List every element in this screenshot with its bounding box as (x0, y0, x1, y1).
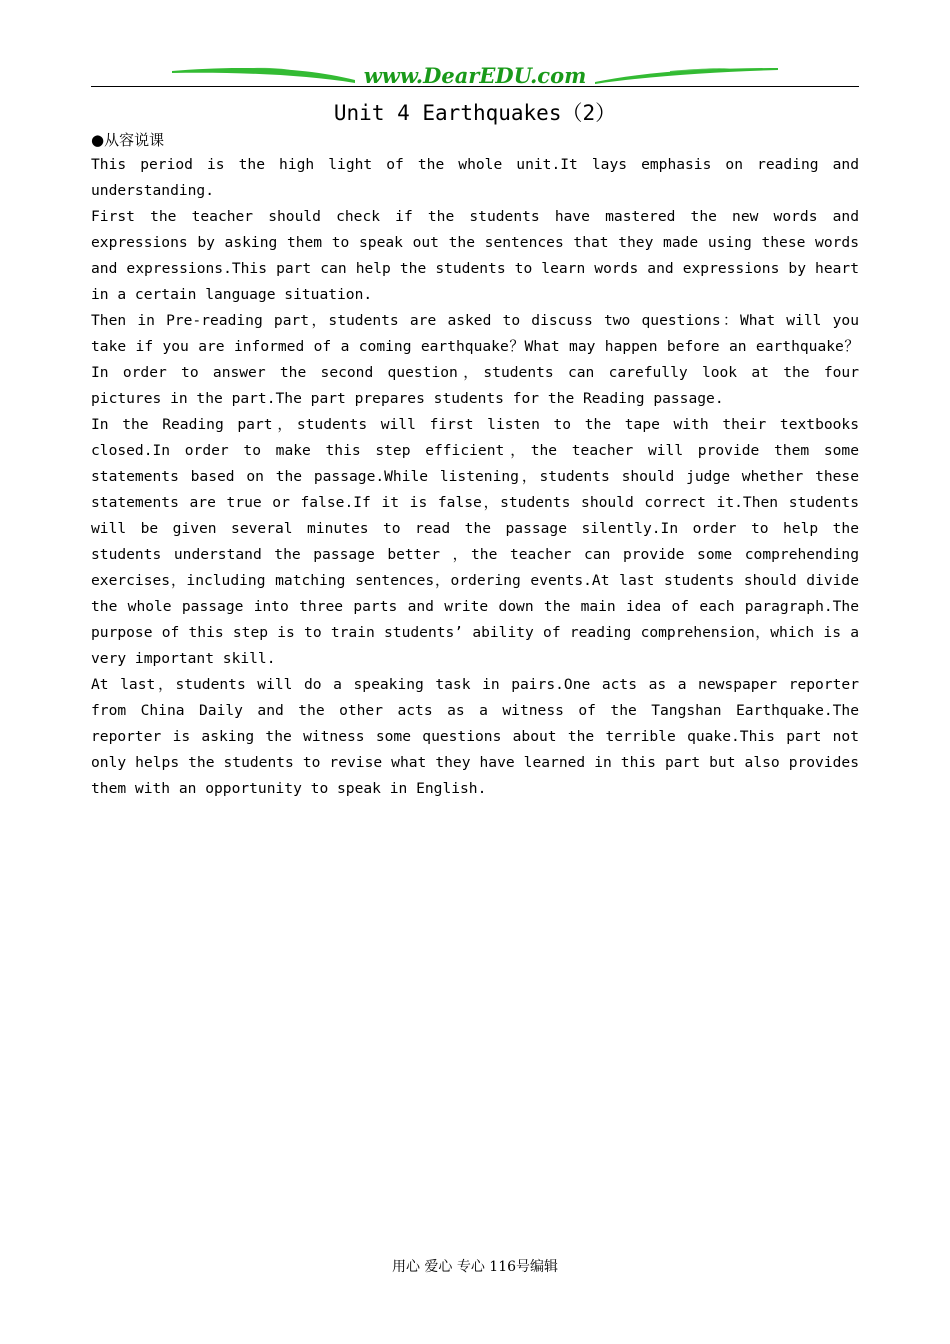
paragraph-2: First the teacher should check if the students have mastered the new words and expressions by asking them to speak out the sentences that they made using these words and expressions.This part can help the students to learn words and expressions by heart in a certain language situation. (91, 208, 859, 303)
paragraph-4: In the Reading part，students will first listen to the tape with their textbooks closed.In order to make this step efficient，the teacher will provide them some statements based on the passage.While listening，students should judge whether these statements are true or false.If it is false，students should correct it.Then students will be given several minutes to read the passage silently.In order to help the students understand the passage better ，the teacher can provide some comprehending exercises，including matching sentences，ordering events.At last students should divide the whole passage into three parts and write down the main idea of each paragraph.The purpose of this step is to train students’ ability of reading comprehension，which is a very important skill. (91, 416, 859, 667)
section-label: ●从容说课 (91, 131, 165, 149)
paragraph-3: Then in Pre-reading part，students are asked to discuss two questions：What will you take if you are informed of a coming earthquake？What may happen before an earthquake？In order to answer the second question，students can carefully look at the four pictures in the part.The part prepares students for the Reading passage. (91, 312, 859, 407)
dearedu-logo (170, 62, 780, 88)
page-title: Unit 4 Earthquakes（2） (333, 101, 617, 125)
left-swoosh (172, 68, 355, 83)
page-footer: 用心 爱心 专心 116号编辑 (391, 1259, 559, 1275)
body-text (91, 152, 859, 802)
header-rule (91, 86, 859, 87)
logo-text: www.DearEDU.com (363, 63, 587, 88)
paragraph-1: This period is the high light of the whole unit.It lays emphasis on reading and understanding. (91, 156, 859, 199)
paragraph-5: At last，students will do a speaking task in pairs.One acts as a newspaper reporter from China Daily and the other acts as a witness of the Tangshan Earthquake.The reporter is asking the witness some questions about the terrible quake.This part not only helps the students to revise what they have learned in this part but also provides them with an opportunity to speak in English. (91, 676, 859, 797)
